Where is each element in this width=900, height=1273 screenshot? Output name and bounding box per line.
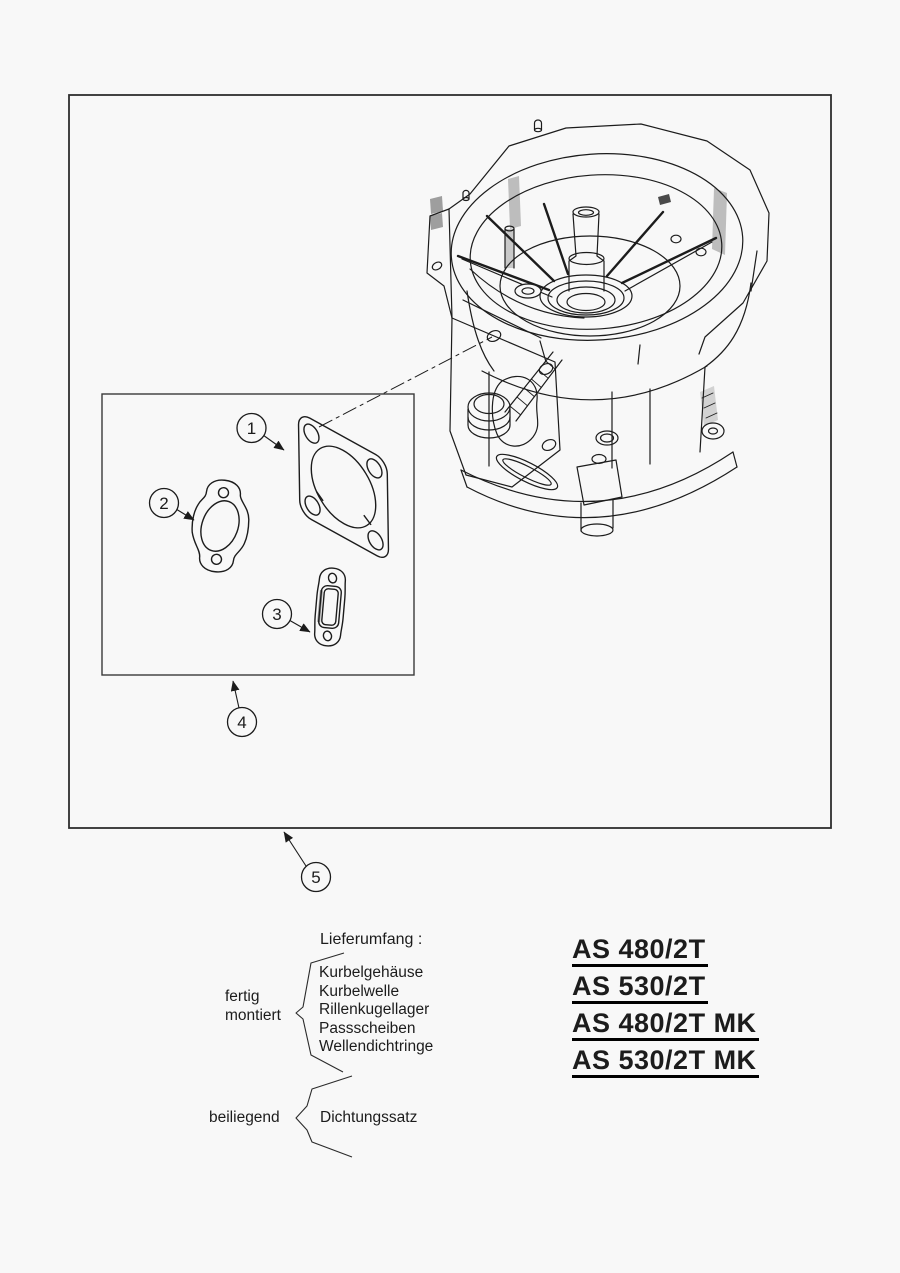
callout-5-number: 5 bbox=[311, 868, 321, 887]
legend-items-list bbox=[319, 964, 433, 1057]
legend-group-label-line: montiert bbox=[225, 1006, 281, 1024]
model-name: AS 530/2T MK bbox=[572, 1046, 759, 1078]
legend-item: Passscheiben bbox=[319, 1019, 416, 1037]
callout-3 bbox=[263, 600, 292, 629]
legend-group-label-beiliegend: beiliegend bbox=[209, 1109, 280, 1126]
model-name: AS 480/2T bbox=[572, 935, 708, 967]
crankcase-illustration bbox=[427, 120, 769, 536]
legend-item: Kurbelgehäuse bbox=[319, 964, 424, 981]
legend-group-label-fertig-montiert bbox=[225, 988, 281, 1025]
callout-4-number: 4 bbox=[237, 713, 247, 732]
legend-heading: Lieferumfang : bbox=[320, 931, 423, 948]
leader-line-2 bbox=[176, 509, 194, 520]
callout-1-number: 1 bbox=[246, 419, 257, 438]
legend-group-label-line: fertig bbox=[225, 988, 260, 1005]
callout-2-number: 2 bbox=[159, 494, 169, 513]
callout-2 bbox=[150, 489, 179, 518]
gasket-position-leader-line bbox=[319, 337, 492, 427]
leader-line-3 bbox=[289, 620, 310, 632]
callout-leaders bbox=[176, 435, 310, 866]
gasket-exhaust bbox=[313, 567, 348, 647]
legend-item: Wellendichtringe bbox=[319, 1038, 434, 1056]
gasket-cylinder-base bbox=[298, 412, 388, 562]
legend-item: Kurbelwelle bbox=[319, 982, 400, 1000]
callout-balloons bbox=[150, 414, 331, 892]
callout-1 bbox=[237, 414, 266, 443]
model-list bbox=[572, 935, 759, 1083]
gasket-flange bbox=[188, 477, 254, 574]
leader-line-5 bbox=[284, 832, 306, 866]
legend-item: Rillenkugellager bbox=[319, 1001, 430, 1019]
callout-3-number: 3 bbox=[272, 605, 282, 624]
leader-line-1 bbox=[263, 435, 284, 450]
callout-5 bbox=[302, 863, 331, 892]
callout-4 bbox=[228, 708, 257, 737]
legend-item-dichtungssatz: Dichtungssatz bbox=[320, 1109, 418, 1126]
model-name: AS 480/2T MK bbox=[572, 1009, 759, 1041]
leader-line-4 bbox=[233, 681, 239, 708]
model-name: AS 530/2T bbox=[572, 972, 708, 1004]
